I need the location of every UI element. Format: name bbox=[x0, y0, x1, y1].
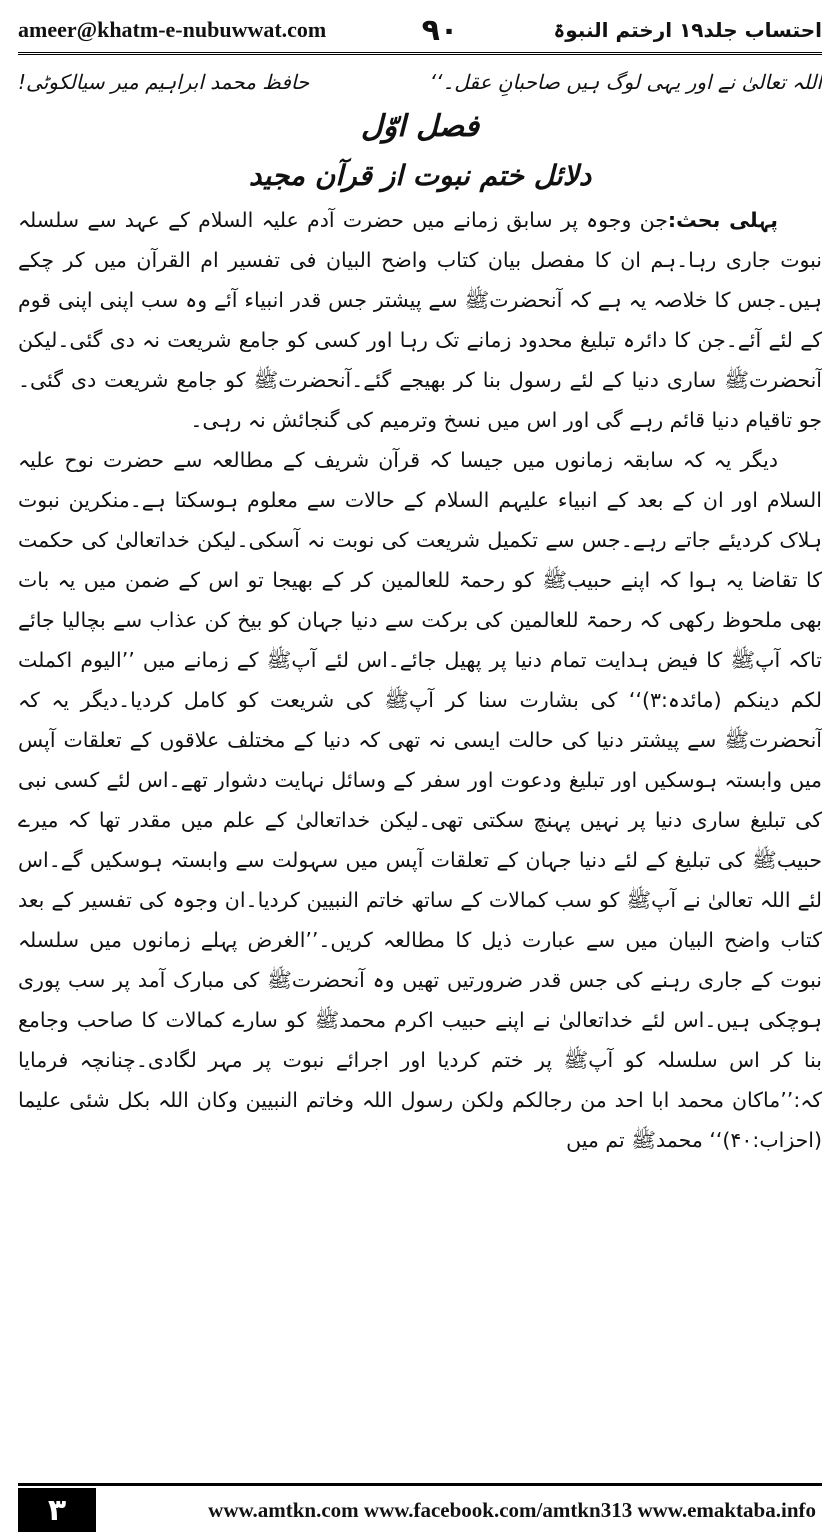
page-content bbox=[18, 62, 822, 1476]
section-heading: فصل اوّل bbox=[360, 109, 480, 144]
paragraph-2 bbox=[18, 440, 822, 1160]
section-subheading: دلائل ختم نبوت از قرآن مجید bbox=[248, 159, 592, 192]
paragraph-text: جن وجوہ پر سابق زمانے میں حضرت آدم علیہ السلام کے عہد سے سلسلہ نبوت جاری رہا۔ہم ان کا مفصل بیان کتاب واضح البیان فی تفسیر ام القرآن میں کر چکے ہیں۔جس کا خلاصہ یہ ہے کہ آنحضرتﷺ سے پیشتر جس قدر انبیاء آئے وہ سب اپنی اپنی قوم کے لئے آئے۔جن کا دائرہ تبلیغ محدود زمانے تک رہا اور کسی کو جامع شریعت نہ دی گئی۔لیکن آنحضرتﷺ ساری دنیا کے لئے رسول بنا کر بھیجے گئے۔آنحضرتﷺ کو جامع شریعت دی گئی۔جو تاقیام دنیا قائم رہے گی اور اس میں نسخ وترمیم کی گنجائش نہ رہی۔ bbox=[18, 208, 822, 432]
page-footer bbox=[18, 1483, 822, 1534]
footer-page-number: ۳ bbox=[18, 1488, 96, 1532]
page-header bbox=[18, 8, 822, 55]
paragraph-text: دیگر یہ کہ سابقہ زمانوں میں جیسا کہ قرآن شریف کے مطالعہ سے حضرت نوح علیہ السلام اور ان کے بعد کے انبیاء علیہم السلام کے حالات سے معلوم ہوسکتا ہے۔منکرین نبوت ہلاک کردیئے جاتے رہے۔جس سے تکمیل شریعت کی نوبت نہ آسکی۔لیکن خداتعالیٰ کی حکمت کا تقاضا یہ ہوا کہ اپنے حبیبﷺ کو رحمۃ للعالمین کر کے بھیجا تو اس کے ضمن میں یہ بات بھی ملحوظ رکھی کہ رحمۃ للعالمین کی برکت سے دنیا جہان کو بیخ کن عذاب سے بچالیا جائے تاکہ آپﷺ کا فیض ہدایت تمام دنیا پر پھیل جائے۔اس لئے آپﷺ کے زمانے میں ’’الیوم اکملت لکم دینکم (مائدہ:۳)‘‘ کی بشارت سنا کر آپﷺ کی شریعت کو کامل کردیا۔دیگر یہ کہ آنحضرتﷺ سے پیشتر دنیا کی حالت ایسی نہ تھی کہ دنیا کے مختلف علاقوں کے تعلقات آپس میں وابستہ ہوسکیں اور تبلیغ ودعوت اور سفر کے وسائل نہایت دشوار تھے۔اس لئے کسی نبی کی تبلیغ ساری دنیا پر نہیں پہنچ سکتی تھی۔لیکن خداتعالیٰ کے علم میں مقدر تھا کہ میرے حبیبﷺ کی تبلیغ کے لئے دنیا جہان کے تعلقات آپس میں سہولت سے وابستہ ہوسکیں گے۔اس لئے اللہ تعالیٰ نے آپﷺ کو سب کمالات کے ساتھ خاتم النبیین کردیا۔ان وجوہ کی تفسیر کے بعد کتاب واضح البیان میں سے عبارت ذیل کا مطالعہ کریں۔’’الغرض پہلے زمانوں میں سلسلہ نبوت کے جاری رہنے کی جس قدر ضرورتیں تھیں وہ آنحضرتﷺ کی مبارک آمد پر سب پوری ہوچکی ہیں۔اس لئے خداتعالیٰ نے اپنے حبیب اکرم محمدﷺ کو سارے کمالات کا صاحب وجامع بنا کر اس سلسلہ کو آپﷺ پر ختم کردیا اور اجرائے نبوت پر مہر لگادی۔چنانچہ فرمایا کہ:’’ماکان محمد ابا احد من رجالکم ولکن رسول اللہ وخاتم النبیین وکان اللہ بکل شئی علیما (احزاب:۴۰)‘‘ محمدﷺ تم میں bbox=[18, 448, 822, 1152]
header-book-title: احتساب جلد۱۹ ارختم النبوۃ bbox=[553, 18, 822, 42]
intro-line bbox=[18, 62, 822, 102]
footer-links: www.amtkn.com www.facebook.com/amtkn313 www.emaktaba.info bbox=[208, 1497, 816, 1522]
header-page-number: ۹۰ bbox=[421, 12, 459, 48]
header-email: ameer@khatm-e-nubuwwat.com bbox=[18, 17, 327, 42]
intro-quote-end: اللہ تعالیٰ نے اور یہی لوگ ہیں صاحبانِ عقل۔‘‘ bbox=[429, 70, 822, 94]
intro-author: حافظ محمد ابراہیم میر سیالکوٹی! bbox=[18, 70, 310, 94]
paragraph-lead: پہلی بحث: bbox=[667, 208, 778, 232]
paragraph-1 bbox=[18, 200, 822, 440]
